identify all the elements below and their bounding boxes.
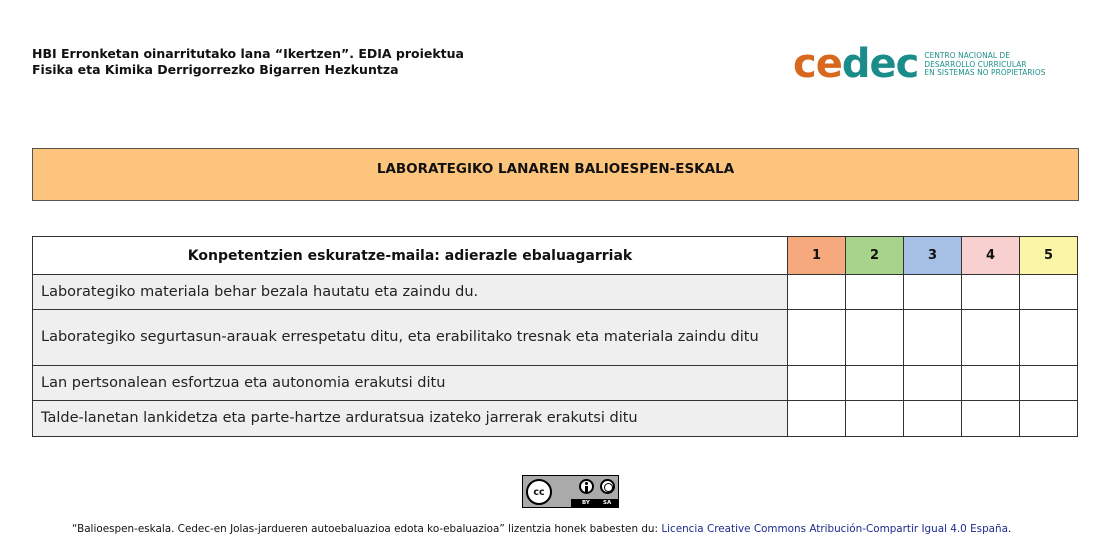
document-header [32,46,464,78]
level-3-header: 3 [904,237,962,275]
level-1-header: 1 [788,237,846,275]
rating-cell-1[interactable] [788,366,846,401]
rating-cell-4[interactable] [962,401,1020,437]
cedec-logo [793,41,1046,87]
rating-cell-2[interactable] [846,275,904,310]
table-row [33,366,1078,401]
rating-cell-1[interactable] [788,275,846,310]
table-row [33,401,1078,437]
table-row [33,310,1078,366]
rating-cell-3[interactable] [904,275,962,310]
header-subject-line: Fisika eta Kimika Derrigorrezko Bigarren Hezkuntza [32,62,399,77]
rating-cell-5[interactable] [1020,275,1078,310]
rating-cell-3[interactable] [904,310,962,366]
header-project-line: HBI Erronketan oinarritutako lana “Ikertzen”. EDIA proiektua [32,46,464,61]
cc-icon: cc [526,479,552,505]
level-2-header: 2 [846,237,904,275]
rating-cell-2[interactable] [846,401,904,437]
footer-text: “Balioespen-eskala. Cedec-en Jolas-jardueren autoebaluazioa edota ko-ebaluazioa” lizentzia honek babesten du: [72,523,662,535]
attribution-icon [579,479,594,494]
rating-cell-2[interactable] [846,366,904,401]
share-alike-icon [600,479,615,494]
rating-cell-5[interactable] [1020,310,1078,366]
logo-sub-line3: EN SISTEMAS NO PROPIETARIOS [924,67,1046,78]
indicator-text: Laborategiko materiala behar bezala hautatu eta zaindu du. [33,275,788,310]
indicator-text: Laborategiko segurtasun-arauak errespetatu ditu, eta erabilitako tresnak eta materiala zaindu ditu [33,310,788,366]
badge-sa-label: SA [603,500,612,506]
rating-cell-3[interactable] [904,366,962,401]
rating-cell-5[interactable] [1020,366,1078,401]
rating-cell-1[interactable] [788,310,846,366]
rating-cell-4[interactable] [962,275,1020,310]
level-4-header: 4 [962,237,1020,275]
cc-by-sa-badge [522,475,619,508]
indicator-text: Talde-lanetan lankidetza eta parte-hartze arduratsua izateko jarrerak erakutsi ditu [33,401,788,437]
table-row [33,275,1078,310]
license-footer [72,523,1011,535]
logo-sub-line2: DESARROLLO CURRICULAR [924,58,1027,69]
footer-suffix: . [1008,523,1012,535]
logo-word-part2: dec [841,41,919,87]
table-header-row [33,237,1078,275]
rating-scale-table [32,236,1078,437]
rating-cell-5[interactable] [1020,401,1078,437]
badge-by-label: BY [582,500,590,506]
cedec-logo-word [793,41,919,87]
rating-cell-4[interactable] [962,310,1020,366]
logo-word-part1: ce [793,41,842,87]
indicators-header: Konpetentzien eskuratze-maila: adierazle ebaluagarriak [33,237,788,275]
rating-cell-1[interactable] [788,401,846,437]
banner-title: LABORATEGIKO LANAREN BALIOESPEN-ESKALA [376,160,735,177]
title-banner [32,148,1079,201]
logo-sub-line1: CENTRO NACIONAL DE [924,50,1011,61]
indicator-text: Lan pertsonalean esfortzua eta autonomia erakutsi ditu [33,366,788,401]
rating-cell-2[interactable] [846,310,904,366]
cedec-logo-subtitle [924,51,1045,77]
rating-cell-3[interactable] [904,401,962,437]
rating-cell-4[interactable] [962,366,1020,401]
level-5-header: 5 [1020,237,1078,275]
license-link[interactable]: Licencia Creative Commons Atribución-Compartir Igual 4.0 España [661,523,1008,535]
